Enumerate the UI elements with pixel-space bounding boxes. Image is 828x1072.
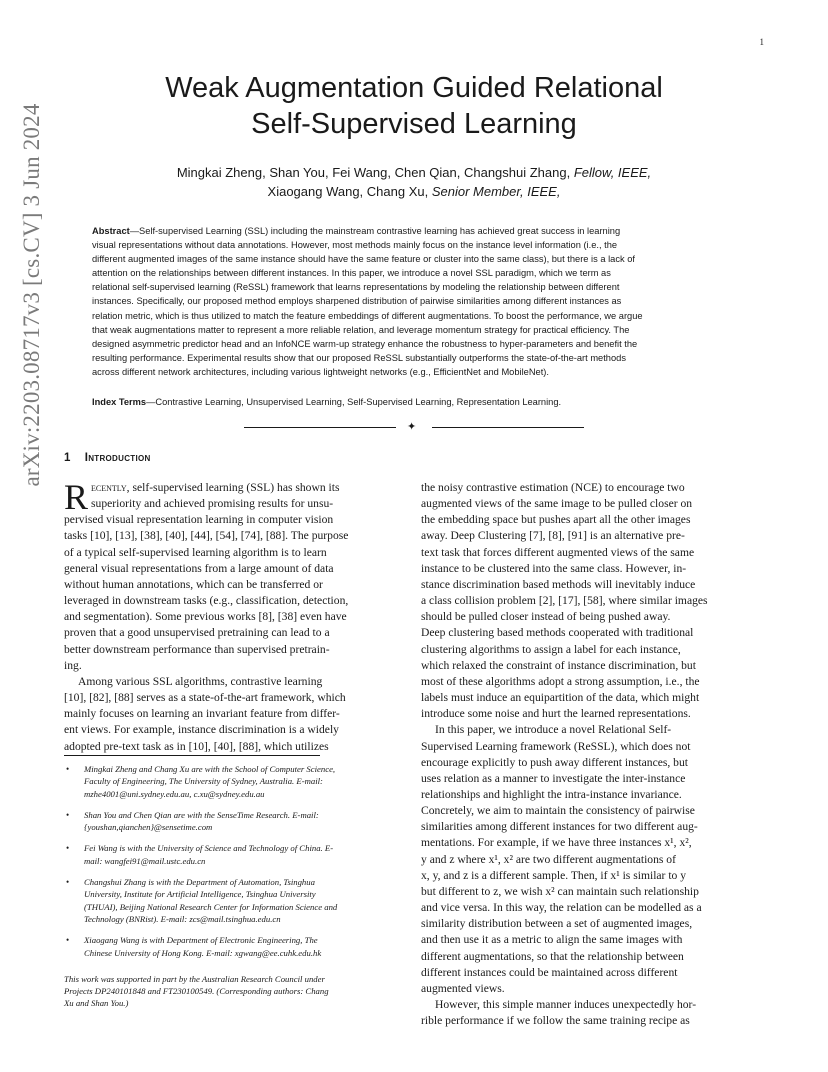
text-line: Concretely, we aim to maintain the consistency of pairwise <box>421 804 695 818</box>
text-line: away. Deep Clustering [7], [8], [91] is an alternative pre- <box>421 529 685 543</box>
text-line: general visual representations from a large amount of data <box>64 561 334 575</box>
text-line: without human annotations, which can be transferred or <box>64 577 323 591</box>
footnote-line: (THUAI), Beijing National Research Center for Information Science and <box>84 901 338 912</box>
text-line: Among various SSL algorithms, contrastive learning <box>78 674 323 688</box>
abstract-line <box>92 323 736 337</box>
text-line: ecently, self-supervised learning (SSL) has shown its <box>91 481 340 494</box>
footnote-item <box>64 809 406 834</box>
arxiv-stamp: arXiv:2203.08717v3 [cs.CV] 3 Jun 2024 <box>19 103 44 487</box>
abstract-line <box>92 280 736 294</box>
abstract-text: instances. Specifically, our proposed method employs sharpened distribution of pairwise similarities among different instances as <box>92 296 622 307</box>
text-line: encourage explicitly to push away different instances, but <box>421 755 689 769</box>
text-line: instance to be clustered into the same class. However, in- <box>421 561 687 575</box>
text-line: similarity distribution between a set of augmented images, <box>421 917 693 931</box>
text-line: leveraged in downstream tasks (e.g., classification, detection, <box>64 594 349 608</box>
text-line: the embedding space but pushes apart all the other images <box>421 513 691 527</box>
section-title: Introduction <box>84 452 151 464</box>
bullet-icon: • <box>66 935 70 946</box>
left-column <box>64 477 406 755</box>
support-note <box>64 973 406 1010</box>
footnote-line: Chinese University of Hong Kong. E-mail: xgwang@ee.cuhk.edu.hk <box>84 947 322 958</box>
abstract-line <box>92 351 736 365</box>
text-line: uses relation as a manner to investigate the inter-instance <box>421 771 686 785</box>
abstract-text: visual representations without data annotations. However, most methods mainly focus on the instance level information (i.e., the <box>92 240 618 251</box>
abstract-line <box>92 309 736 323</box>
index-terms-label: Index Terms <box>92 397 147 407</box>
text-line: superiority and achieved promising results for unsu- <box>91 497 334 511</box>
author-names-2: Xiaogang Wang, Chang Xu, <box>267 184 429 199</box>
abstract-text: relation metric, which is thus utilized to match the feature embeddings of different augmentations. To boost the performance, we argue <box>92 310 643 321</box>
text-line: and segmentation). Some previous works [8], [38] even have <box>64 610 347 624</box>
abstract-line <box>92 365 736 379</box>
text-line: tasks [10], [13], [38], [40], [44], [54], [74], [88]. The purpose <box>64 529 349 543</box>
abstract-text: designed asymmetric predictor head and an InfoNCE warm-up strategy enhance the robustness to hyper-parameters and benefit the <box>92 338 638 349</box>
text-line: rible performance if we follow the same training recipe as <box>421 1014 690 1028</box>
footnote-line: {youshan,qianchen}@sensetime.com <box>84 822 213 833</box>
text-line: mentations. For example, if we have three instances x¹, x², <box>421 836 692 850</box>
footnote-line: University, Institute for Artificial Intelligence, Tsinghua University <box>84 889 316 900</box>
footnote-item <box>64 842 406 867</box>
text-line: adopted pre-text task as in [10], [40], [88], which utilizes <box>64 739 329 753</box>
abstract-label: Abstract <box>92 226 130 236</box>
text-line: Supervised Learning framework (ReSSL), which does not <box>421 739 691 753</box>
bullet-icon: • <box>66 809 70 820</box>
text-line: a class collision problem [2], [17], [58], where similar images <box>421 594 708 608</box>
divider-line-left <box>244 427 396 428</box>
index-terms <box>92 395 736 409</box>
right-column <box>421 480 765 1029</box>
text-line: should be pulled closer instead of being pushed away. <box>421 610 671 624</box>
abstract-text: that weak augmentations matter to represent a more reliable relation, and leverage momentum strategy for practical efficiency. The <box>92 324 630 335</box>
paper-title <box>100 70 728 142</box>
first-word: ecently <box>91 481 127 494</box>
abstract-text: attention on the relationships between different instances. In this paper, we introduce a novel SSL paradigm, which we term as <box>92 268 611 279</box>
text-line: mainly focuses on learning an invariant feature from differ- <box>64 707 340 721</box>
abstract-text: relational self-supervised learning (ReSSL) framework that learns representations by modeling the relationship between different <box>92 282 620 293</box>
text-line: pervised visual representation learning in computer vision <box>64 513 334 527</box>
text-line: of a typical self-supervised learning algorithm is to learn <box>64 545 327 559</box>
abstract-text: —Self-supervised Learning (SSL) including the mainstream contrastive learning has achieved great success in learning <box>129 226 621 236</box>
abstract-line <box>92 337 736 351</box>
title-line-1: Weak Augmentation Guided Relational <box>165 72 663 104</box>
text-line: better downstream performance than supervised pretrain- <box>64 642 330 656</box>
support-line: Projects DP240101848 and FT230100549. (Corresponding authors: Chang <box>64 986 329 997</box>
divider-line-right <box>432 427 584 428</box>
text-line: y and z where x¹, x² are two different augmentations of <box>421 852 676 866</box>
abstract-line <box>92 294 736 308</box>
text-line: text task that forces different augmented views of the same <box>421 545 695 559</box>
footnote-line: Fei Wang is with the University of Science and Technology of China. E- <box>84 843 334 854</box>
title-line-2: Self-Supervised Learning <box>251 108 577 140</box>
text-line: similarities among different instances for two different aug- <box>421 820 698 834</box>
text-line: labels must induce an equipartition of the data, which might <box>421 691 700 705</box>
author-list <box>100 163 728 201</box>
text-line: different instances could be maintained across different <box>421 965 678 979</box>
abstract-line <box>92 224 736 238</box>
author-line-2 <box>100 182 728 201</box>
text-line: the noisy contrastive estimation (NCE) to encourage two <box>421 481 685 494</box>
text-line: relationships and highlight the intra-instance invariance. <box>421 787 682 801</box>
text-line: [10], [82], [88] serves as a state-of-the-art framework, which <box>64 691 346 705</box>
text-line: and then use it as a metric to align the same images with <box>421 933 683 947</box>
section-heading <box>64 452 151 464</box>
text-line: ent views. For example, instance discrimination is a widely <box>64 723 339 737</box>
footnote-line: Faculty of Engineering, The University of Sydney, Australia. E-mail: <box>84 776 323 787</box>
bullet-icon: • <box>66 764 70 774</box>
author-names-1: Mingkai Zheng, Shan You, Fei Wang, Chen Qian, Changshui Zhang, <box>176 165 571 180</box>
footnote-line: Xiaogang Wang is with Department of Electronic Engineering, The <box>84 935 318 946</box>
support-line: Xu and Shan You.) <box>64 998 129 1009</box>
bullet-icon: • <box>66 843 70 854</box>
abstract-text: across different network architectures, including various lightweight networks (e.g., EfficientNet and MobileNet). <box>92 366 549 377</box>
footnotes <box>64 763 406 1010</box>
text-line: which relaxed the constraint of instance discrimination, but <box>421 658 696 672</box>
footnote-item <box>64 763 406 800</box>
page-number: 1 <box>759 37 764 47</box>
abstract-text: resulting performance. Experimental results show that our proposed ReSSL substantially outperforms the state-of-the-art methods <box>92 352 626 363</box>
author-role-1: Fellow, IEEE, <box>573 165 652 180</box>
text-line: different augmentations, so that the relationship between <box>421 949 684 963</box>
text-line: ing. <box>64 658 82 672</box>
abstract-line <box>92 266 736 280</box>
footnote-item <box>64 934 406 959</box>
text-line: introduce some noise and hurt the learned representations. <box>421 707 691 721</box>
abstract <box>92 224 736 379</box>
text-line: and vice versa. In this way, the relation can be modelled as a <box>421 901 702 915</box>
text-line: In this paper, we introduce a novel Relational Self- <box>435 723 672 737</box>
intro-paragraph-2 <box>64 674 406 755</box>
right-paragraph-1 <box>421 480 765 722</box>
footnote-line: Shan You and Chen Qian are with the SenseTime Research. E-mail: <box>84 809 319 820</box>
abstract-line <box>92 238 736 252</box>
section-number: 1 <box>64 452 71 464</box>
text-line: augmented views of the same image to be pulled closer on <box>421 497 693 511</box>
footnote-rule <box>64 755 320 756</box>
footnote-line: Mingkai Zheng and Chang Xu are with the School of Computer Science, <box>84 764 336 774</box>
text-line: Deep clustering based methods cooperated with traditional <box>421 626 694 640</box>
footnote-line: Changshui Zhang is with the Department of Automation, Tsinghua <box>84 877 315 888</box>
text-line: stance discrimination based methods will inevitably induce <box>421 577 696 591</box>
author-role-2: Senior Member, IEEE, <box>431 184 561 199</box>
section-divider <box>244 422 584 434</box>
intro-paragraph-1 <box>64 477 406 674</box>
bullet-icon: • <box>66 877 70 888</box>
right-paragraph-3 <box>421 997 765 1029</box>
text-line: x, y, and z is a different sample. Then, if x¹ is similar to y <box>421 868 687 882</box>
abstract-text: different augmented images of the same instance should have the same feature or cluster into the same class), but there is a lack of <box>92 254 635 265</box>
index-terms-text: —Contrastive Learning, Unsupervised Learning, Self-Supervised Learning, Representation Learning. <box>146 397 562 407</box>
text-line: proven that a good unsupervised pretraining can lead to a <box>64 626 330 640</box>
footnote-item <box>64 876 406 925</box>
footnote-line: Technology (BNRist). E-mail: zcs@mail.tsinghua.edu.cn <box>84 913 281 924</box>
support-line: This work was supported in part by the Australian Research Council under <box>64 973 325 984</box>
text-line: However, this simple manner induces unexpectedly hor- <box>435 998 697 1011</box>
footnote-line: mzhe4001@uni.sydney.edu.au, c.xu@sydney.edu.au <box>84 788 265 799</box>
right-paragraph-2 <box>421 722 765 997</box>
dropcap-letter: R <box>64 477 89 517</box>
text-line: most of these algorithms adopt a strong assumption, i.e., the <box>421 674 700 688</box>
footnote-line: mail: wangfei91@mail.ustc.edu.cn <box>84 855 206 866</box>
divider-diamond-icon: ✦ <box>407 421 417 433</box>
author-line-1 <box>100 163 728 182</box>
text-line: but different to z, we wish x² can maintain such relationship <box>421 884 699 898</box>
abstract-line <box>92 252 736 266</box>
text-line: augmented views. <box>421 981 505 995</box>
text-line: clustering algorithms to assign a label for each instance, <box>421 642 681 656</box>
